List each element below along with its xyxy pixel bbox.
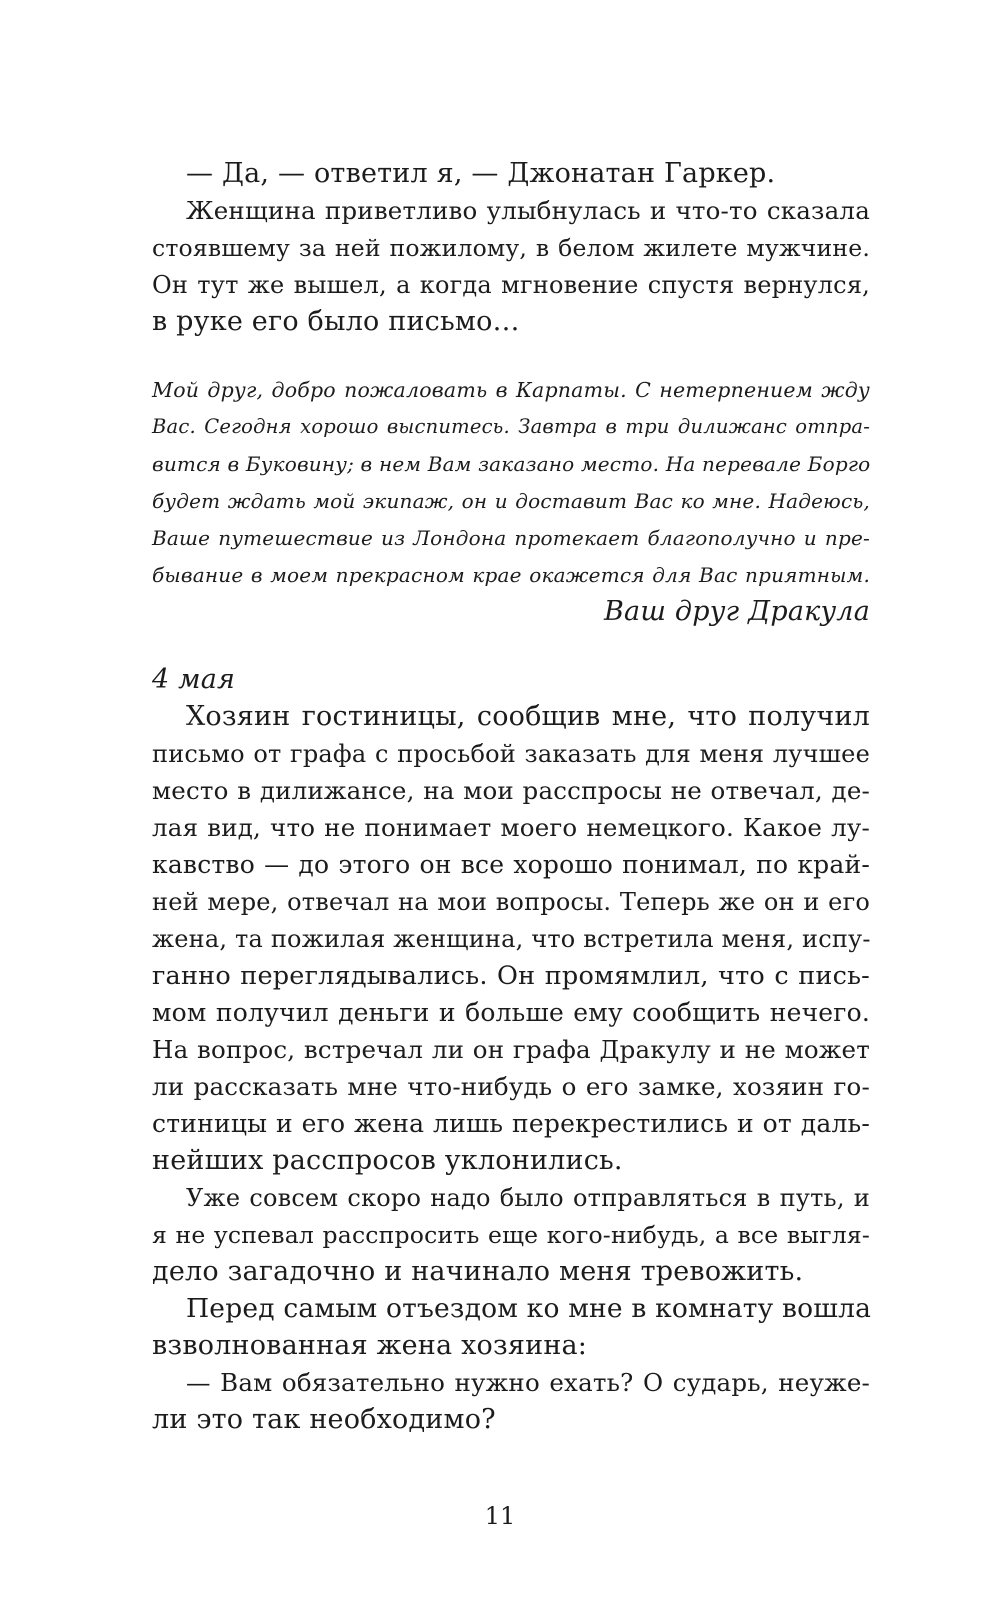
text-line: На вопрос, встречал ли он графа Дракулу и не может [152, 1035, 870, 1064]
letter-line: Ваше путешествие из Лондона протекает благополучно и пре- [152, 526, 870, 550]
text-line: место в дилижансе, на мои расспросы не отвечал, де- [152, 776, 870, 805]
text-line: лая вид, что не понимает моего немецкого. Какое лу- [152, 813, 870, 842]
text-line: ли рассказать мне что-нибудь о его замке, хозяин го- [152, 1072, 870, 1101]
page-number: 11 [484, 1502, 516, 1530]
dialogue-line: — Вам обязательно нужно ехать? О сударь, неуже- [186, 1368, 870, 1397]
letter-line: Мой друг, добро пожаловать в Карпаты. С нетерпением жду [152, 378, 870, 402]
text-line: письмо от графа с просьбой заказать для меня лучшее [152, 740, 870, 768]
text-line: Хозяин гостиницы, сообщив мне, что получил [186, 701, 870, 732]
text-line: в руке его было письмо… [152, 306, 520, 337]
text-line: Уже совсем скоро надо было отправляться в путь, и [186, 1184, 870, 1212]
dialogue-line: — Да, — ответил я, — Джонатан Гаркер. [186, 158, 776, 189]
text-line: нейших расспросов уклонились. [152, 1145, 623, 1176]
text-line: мом получил деньги и больше ему сообщить нечего. [152, 998, 870, 1027]
diary-date: 4 мая [152, 664, 236, 695]
text-line: стиницы и его жена лишь перекрестились и от даль- [152, 1109, 870, 1138]
letter-line: бывание в моем прекрасном крае окажется для Вас приятным. [152, 563, 870, 587]
text-line: Перед самым отъездом ко мне в комнату вошла [186, 1293, 872, 1324]
text-line: ней мере, отвечал на мои вопросы. Теперь же он и его [152, 888, 870, 916]
text-line: дело загадочно и начинало меня тревожить. [152, 1256, 804, 1287]
text-line: стоявшему за ней пожилому, в белом жилете мужчине. [152, 234, 870, 262]
text-line: кавство — до этого он все хорошо понимал, по край- [152, 850, 870, 879]
letter-line: Вас. Сегодня хорошо выспитесь. Завтра в три дилижанс отпра- [152, 415, 870, 438]
text-line: я не успевал расспросить еще кого-нибудь, а все выгля- [152, 1221, 870, 1249]
dialogue-line: ли это так необходимо? [152, 1404, 496, 1435]
text-line: Он тут же вышел, а когда мгновение спустя вернулся, [152, 271, 870, 299]
letter-line: вится в Буковину; в нем Вам заказано место. На перевале Борго [152, 452, 871, 476]
text-line: Женщина приветливо улыбнулась и что-то сказала [186, 196, 870, 225]
text-line: жена, та пожилая женщина, что встретила меня, испу- [152, 925, 871, 953]
text-line: ганно переглядывались. Он промямлил, что с пись- [152, 961, 870, 991]
letter-signature: Ваш друг Дракула [604, 596, 870, 627]
text-line: взволнованная жена хозяина: [152, 1330, 588, 1361]
letter-line: будет ждать мой экипаж, он и доставит Вас ко мне. Надеюсь, [152, 489, 870, 513]
